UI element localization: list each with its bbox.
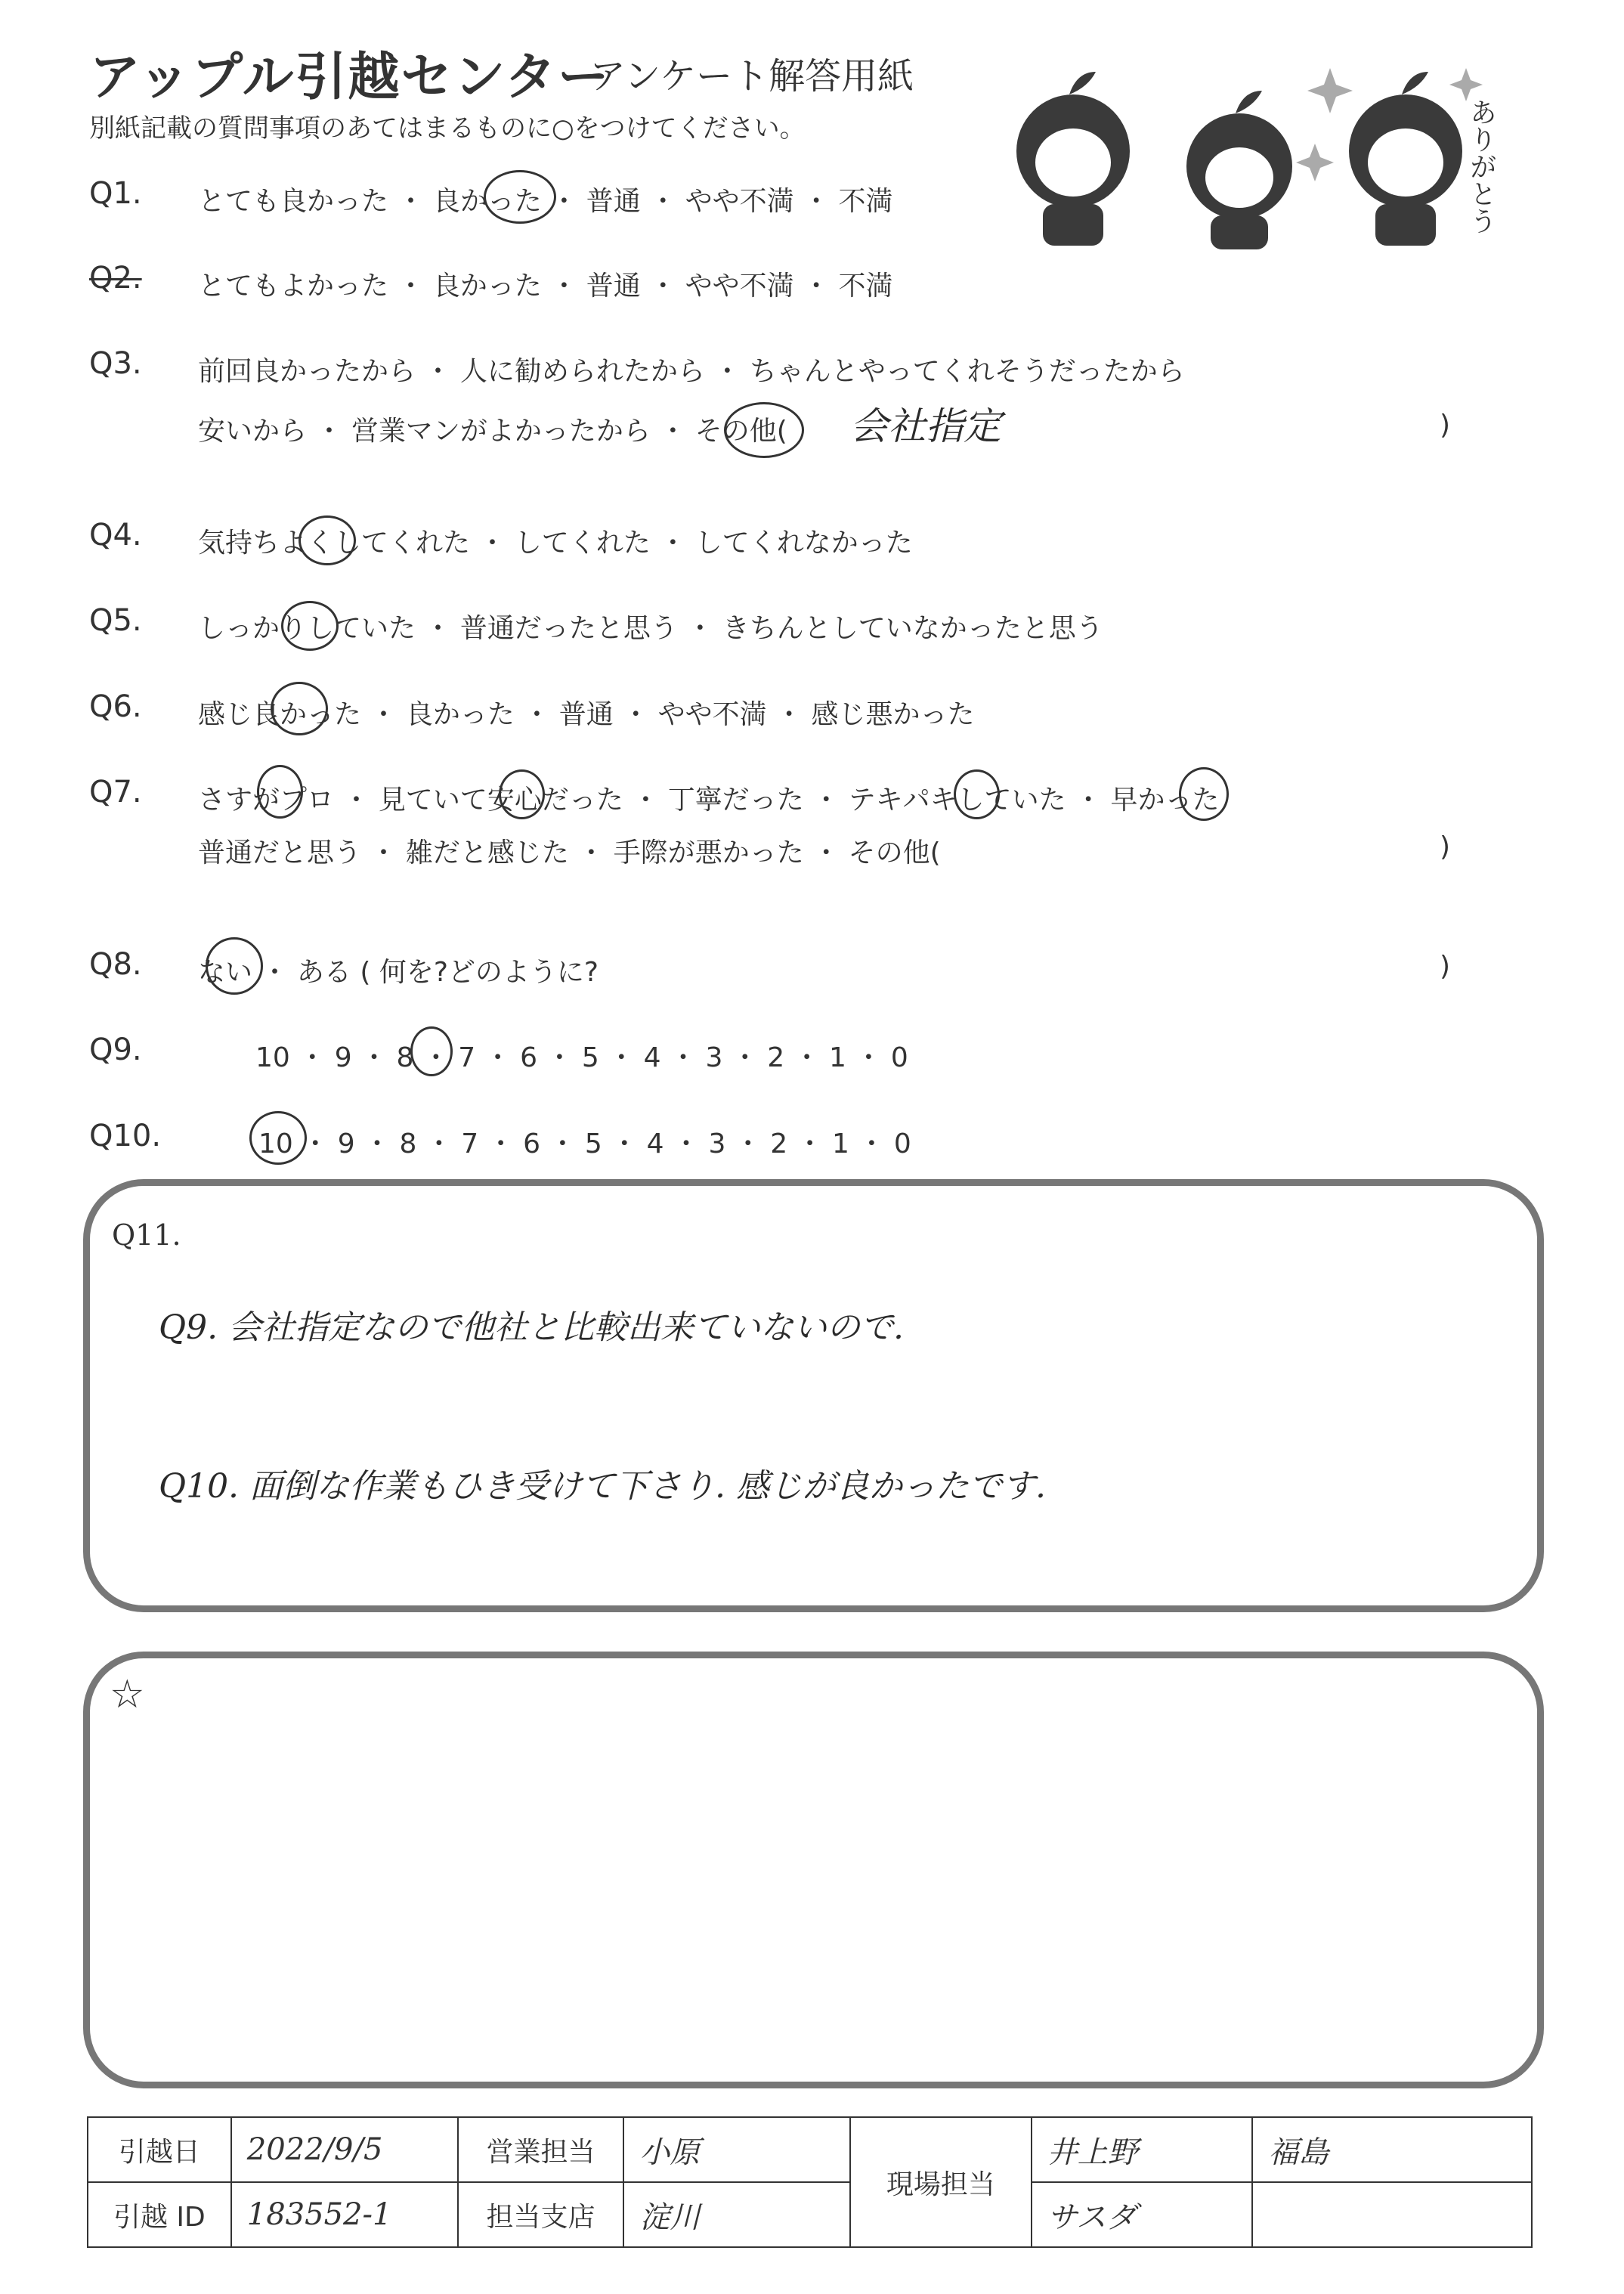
site-staff-1: 井上野: [1032, 2117, 1253, 2182]
q6-options[interactable]: 感じ良かった ・ 良かった ・ 普通 ・ やや不満 ・ 感じ悪かった: [198, 699, 975, 730]
q7-answer-circle-3: [954, 769, 1000, 819]
mascot-text: ありがとう: [1465, 98, 1497, 234]
q1-label: Q1.: [89, 176, 142, 211]
q8-close-paren: ): [1440, 951, 1451, 982]
q10-label: Q10.: [89, 1119, 162, 1153]
q5-label: Q5.: [89, 603, 142, 638]
site-label: 現場担当: [850, 2117, 1032, 2247]
q3-label: Q3.: [89, 346, 142, 381]
q4-answer-circle: [299, 515, 356, 565]
q8-options[interactable]: ない ・ ある ( 何を?どのように?: [198, 957, 599, 988]
q10-answer-circle: [249, 1111, 307, 1165]
q10-scale[interactable]: 10 ・ 9 ・ 8 ・ 7 ・ 6 ・ 5 ・ 4 ・ 3 ・ 2 ・ 1 ・ 0: [258, 1128, 911, 1159]
q7-answer-circle-1: [257, 765, 303, 819]
move-date-label: 引越日: [88, 2117, 231, 2182]
footer-table: [87, 2116, 1533, 2248]
q7-answer-circle-4: [1179, 767, 1229, 821]
q7-options-line2[interactable]: 普通だと思う ・ 雑だと感じた ・ 手際が悪かった ・ その他(: [198, 837, 941, 868]
q5-answer-circle: [281, 601, 339, 651]
q11-handwritten-line2: Q10. 面倒な作業もひき受けて下さり. 感じが良かったです.: [159, 1467, 1046, 1506]
q7-label: Q7.: [89, 775, 142, 810]
branch-value: 淀川: [623, 2182, 850, 2247]
move-date-value: 2022/9/5: [231, 2117, 458, 2182]
q8-label: Q8.: [89, 947, 142, 982]
site-staff-2: 福島: [1252, 2117, 1532, 2182]
q9-scale[interactable]: 10 ・ 9 ・ 8 ・ 7 ・ 6 ・ 5 ・ 4 ・ 3 ・ 2 ・ 1 ・ 0: [255, 1042, 908, 1073]
move-id-label: 引越 ID: [88, 2182, 231, 2247]
star-comment-box[interactable]: [83, 1652, 1544, 2088]
q4-options[interactable]: 気持ちよくしてくれた ・ してくれた ・ してくれなかった: [198, 528, 913, 559]
q7-answer-circle-2: [499, 769, 545, 819]
q11-label: Q11.: [112, 1218, 181, 1252]
q4-label: Q4.: [89, 518, 142, 553]
q9-answer-circle: [410, 1026, 453, 1076]
q8-answer-circle: [206, 937, 263, 995]
q11-handwritten-line1: Q9. 会社指定なので他社と比較出来ていないので.: [159, 1308, 905, 1347]
instruction-text: 別紙記載の質問事項のあてはまるものに○をつけてください。: [89, 113, 806, 144]
q3-answer-circle: [724, 402, 804, 458]
q7-options-line1[interactable]: さすがプロ ・ 見ていて安心だった ・ 丁寧だった ・ テキパキしていた ・ 早かった: [198, 785, 1220, 816]
q6-label: Q6.: [89, 689, 142, 724]
mascot-illustration: [998, 38, 1527, 249]
q9-label: Q9.: [89, 1032, 142, 1067]
sales-value: 小原: [623, 2117, 850, 2182]
q3-options-line2[interactable]: 安いから ・ 営業マンがよかったから ・ その他(: [198, 416, 787, 447]
q3-close-paren: ): [1440, 410, 1451, 441]
sales-label: 営業担当: [458, 2117, 624, 2182]
q1-answer-circle: [484, 170, 556, 224]
q3-options-line1[interactable]: 前回良かったから ・ 人に勧められたから ・ ちゃんとやってくれそうだったから: [198, 356, 1185, 387]
q6-answer-circle: [271, 682, 328, 735]
q11-comment-box[interactable]: [83, 1179, 1544, 1612]
q1-options[interactable]: とても良かった ・ 良かった ・ 普通 ・ やや不満 ・ 不満: [198, 186, 893, 217]
company-title: アップル引越センター: [89, 48, 611, 107]
q2-label: Q2.: [89, 261, 142, 296]
form-title: アンケート解答用紙: [589, 55, 914, 98]
q5-options[interactable]: しっかりしていた ・ 普通だったと思う ・ きちんとしていなかったと思う: [198, 613, 1103, 644]
q7-close-paren: ): [1440, 831, 1451, 862]
star-label: ☆: [110, 1672, 145, 1717]
move-id-value: 183552-1: [231, 2182, 458, 2247]
branch-label: 担当支店: [458, 2182, 624, 2247]
site-staff-empty: [1252, 2182, 1532, 2247]
site-staff-3: サスダ: [1032, 2182, 1253, 2247]
q3-other-handwritten: 会社指定: [850, 404, 1001, 448]
q2-options[interactable]: とてもよかった ・ 良かった ・ 普通 ・ やや不満 ・ 不満: [198, 271, 893, 302]
